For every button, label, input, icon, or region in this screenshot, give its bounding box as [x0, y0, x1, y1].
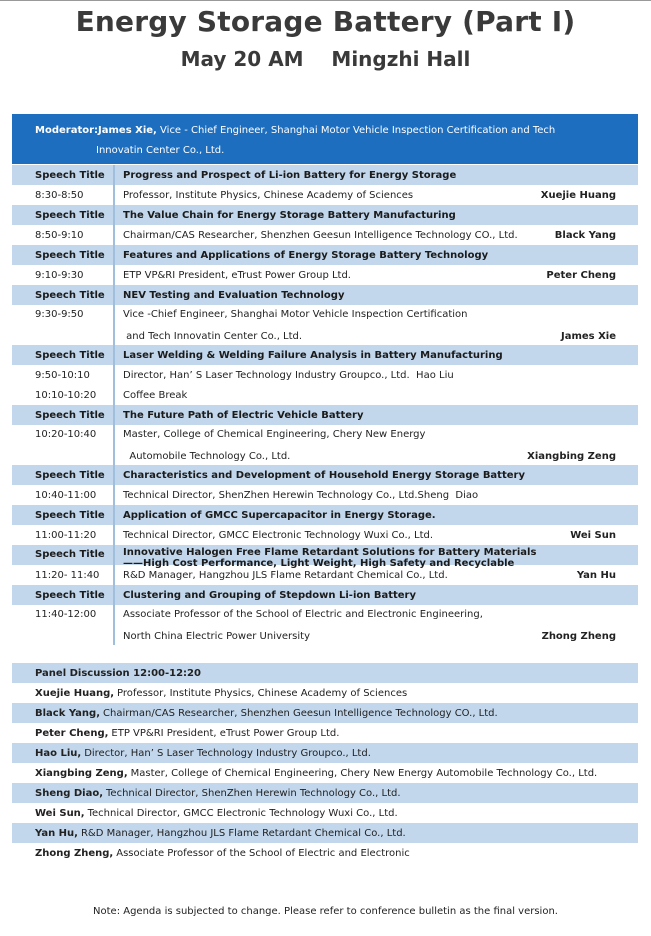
- speech-title-cell: [113, 405, 638, 425]
- time-slot: 10:10-10:20: [35, 389, 97, 401]
- top-border-line: [0, 0, 651, 1]
- panel-heading: Panel Discussion 12:00-12:20: [12, 663, 638, 683]
- time-slot: 11:20- 11:40: [35, 569, 100, 581]
- speech-info-row: [12, 365, 638, 385]
- speaker-name: Xiangbing Zeng: [527, 451, 616, 462]
- page-title: Energy Storage Battery (Part I): [75, 5, 576, 38]
- moderator-title: Vice - Chief Engineer, Shanghai Motor Vehicle Inspection Certification and Tech: [156, 125, 556, 136]
- speaker-name: James Xie: [560, 331, 616, 342]
- speech-title-text: NEV Testing and Evaluation Technology: [123, 289, 345, 301]
- time-slot: 9:50-10:10: [35, 369, 90, 381]
- panel-member-name: Wei Sun,: [35, 807, 85, 819]
- speaker-affiliation-continued: North China Electric Power University: [123, 631, 310, 642]
- speaker-cell: [113, 365, 638, 385]
- speech-info-row: [12, 385, 638, 405]
- speech-title-text: The Value Chain for Energy Storage Battery Manufacturing: [123, 209, 456, 221]
- speech-title-row: [12, 505, 638, 525]
- speech-info-row: [12, 525, 638, 545]
- panel-member-row: [12, 803, 638, 823]
- speech-subtitle-text: ——High Cost Performance, Light Weight, High Safety and Recyclable: [123, 558, 515, 569]
- moderator-name: James Xie,: [98, 125, 157, 136]
- speaker-name: Zhong Zheng: [541, 631, 616, 642]
- panel-member-name: Zhong Zheng,: [35, 847, 114, 859]
- speech-title-text: Laser Welding & Welding Failure Analysis in Battery Manufacturing: [123, 349, 503, 361]
- speech-title-cell: [113, 345, 638, 365]
- panel-member-row: [12, 763, 638, 783]
- panel-member-list: [12, 683, 638, 863]
- speech-title-row: [12, 285, 638, 305]
- speech-title-label: Speech Title: [35, 209, 105, 221]
- speech-title-text: Application of GMCC Supercapacitor in Energy Storage.: [123, 509, 436, 521]
- speech-title-label: Speech Title: [35, 169, 105, 181]
- moderator-banner: [12, 114, 638, 164]
- speaker-affiliation: Chairman/CAS Researcher, Shenzhen Geesun Intelligence Technology CO., Ltd.: [123, 229, 518, 241]
- panel-member-desc: Associate Professor of the School of Electric and Electronic: [116, 847, 410, 859]
- speaker-affiliation: Associate Professor of the School of Electric and Electronic Engineering,: [123, 609, 483, 620]
- speech-title-text: The Future Path of Electric Vehicle Battery: [123, 409, 364, 421]
- speaker-affiliation: Master, College of Chemical Engineering, Chery New Energy: [123, 429, 426, 440]
- panel-member-name: Yan Hu,: [35, 827, 78, 839]
- speaker-cell: [113, 525, 638, 545]
- speech-info-row: [12, 305, 638, 345]
- speech-info-row: [12, 265, 638, 285]
- time-slot: 8:50-9:10: [35, 229, 84, 241]
- speech-title-cell: [113, 585, 638, 605]
- speaker-affiliation: Vice -Chief Engineer, Shanghai Motor Vehicle Inspection Certification: [123, 309, 468, 320]
- speech-title-cell: [113, 205, 638, 225]
- speaker-cell: [113, 305, 638, 345]
- speaker-affiliation-continued: and Tech Innovatin Center Co., Ltd.: [123, 331, 303, 342]
- speaker-cell: [113, 605, 638, 645]
- speech-title-row: [12, 245, 638, 265]
- panel-member-name: Sheng Diao,: [35, 787, 104, 799]
- speech-title-row: [12, 545, 638, 569]
- panel-member-desc: ETP VP&RI President, eTrust Power Group Ltd.: [111, 727, 340, 739]
- speaker-affiliation: Coffee Break: [123, 389, 188, 401]
- time-slot: 9:30-9:50: [35, 309, 84, 320]
- speaker-affiliation: Professor, Institute Physics, Chinese Academy of Sciences: [123, 189, 414, 201]
- panel-member-row: [12, 683, 638, 703]
- session-subtitle: May 20 AM Mingzhi Hall: [180, 47, 471, 71]
- panel-member-name: Peter Cheng,: [35, 727, 109, 739]
- speaker-cell: [113, 385, 638, 405]
- time-slot: 9:10-9:30: [35, 269, 84, 281]
- speech-title-cell: [113, 505, 638, 525]
- speaker-cell: [113, 265, 638, 285]
- panel-member-name: Black Yang,: [35, 707, 101, 719]
- panel-member-name: Hao Liu,: [35, 747, 82, 759]
- speaker-affiliation-continued: Automobile Technology Co., Ltd.: [123, 451, 291, 462]
- speech-title-row: [12, 405, 638, 425]
- speaker-name: Xuejie Huang: [540, 189, 616, 201]
- moderator-line-1: [35, 121, 638, 141]
- speech-info-row: [12, 565, 638, 585]
- speaker-cell: [113, 225, 638, 245]
- time-slot: 10:20-10:40: [35, 429, 97, 440]
- panel-member-row: [12, 743, 638, 763]
- speech-title-label: Speech Title: [35, 409, 105, 421]
- panel-member-row: [12, 843, 638, 863]
- speaker-name: Peter Cheng: [546, 269, 616, 281]
- panel-member-desc: Professor, Institute Physics, Chinese Academy of Sciences: [117, 687, 408, 699]
- speech-info-row: [12, 225, 638, 245]
- time-slot: 11:40-12:00: [35, 609, 97, 620]
- panel-member-desc: Chairman/CAS Researcher, Shenzhen Geesun Intelligence Technology CO., Ltd.: [103, 707, 498, 719]
- panel-member-name: Xuejie Huang,: [35, 687, 115, 699]
- speaker-affiliation: ETP VP&RI President, eTrust Power Group Ltd.: [123, 269, 351, 281]
- panel-member-row: [12, 703, 638, 723]
- panel-member-row: [12, 723, 638, 743]
- speech-title-row: [12, 205, 638, 225]
- speech-info-row: [12, 425, 638, 465]
- speech-title-text: Features and Applications of Energy Storage Battery Technology: [123, 249, 489, 261]
- speech-title-row: [12, 585, 638, 605]
- panel-member-desc: Technical Director, GMCC Electronic Technology Wuxi Co., Ltd.: [87, 807, 398, 819]
- panel-member-desc: R&D Manager, Hangzhou JLS Flame Retardant Chemical Co., Ltd.: [80, 827, 406, 839]
- speech-title-cell: [113, 285, 638, 305]
- speaker-cell: [113, 185, 638, 205]
- speaker-affiliation-line-2: [123, 331, 638, 342]
- panel-member-desc: Director, Han’ S Laser Technology Industry Groupco., Ltd.: [84, 747, 371, 759]
- agenda-table: [12, 165, 638, 645]
- speech-title-text: Innovative Halogen Free Flame Retardant Solutions for Battery Materials: [123, 547, 537, 558]
- speaker-affiliation-line-2: [123, 631, 638, 642]
- speech-title-label: Speech Title: [35, 289, 105, 301]
- panel-member-row: [12, 783, 638, 803]
- speech-title-row: [12, 165, 638, 185]
- footer-note: Note: Agenda is subjected to change. Please refer to conference bulletin as the final version.: [93, 906, 558, 917]
- time-slot: 11:00-11:20: [35, 529, 97, 541]
- speech-info-row: [12, 605, 638, 645]
- speech-title-row: [12, 345, 638, 365]
- speaker-affiliation: R&D Manager, Hangzhou JLS Flame Retardant Chemical Co., Ltd.: [123, 569, 448, 581]
- speaker-name: Wei Sun: [570, 529, 616, 541]
- speaker-name: Yan Hu: [576, 569, 616, 581]
- moderator-label: Moderator:: [35, 125, 99, 136]
- speech-info-row: [12, 485, 638, 505]
- speech-title-text: Clustering and Grouping of Stepdown Li-ion Battery: [123, 589, 417, 601]
- panel-member-desc: Technical Director, ShenZhen Herewin Technology Co., Ltd.: [106, 787, 401, 799]
- panel-member-name: Xiangbing Zeng,: [35, 767, 128, 779]
- speaker-affiliation: Technical Director, ShenZhen Herewin Technology Co., Ltd.Sheng Diao: [123, 489, 479, 501]
- speech-title-row: [12, 465, 638, 485]
- speech-title-text: Progress and Prospect of Li-ion Battery for Energy Storage: [123, 169, 457, 181]
- speaker-affiliation-line-2: [123, 451, 638, 462]
- speech-title-label: Speech Title: [35, 249, 105, 261]
- speech-title-cell: [113, 245, 638, 265]
- speech-title-label: Speech Title: [35, 549, 105, 560]
- speech-title-text: Characteristics and Development of Household Energy Storage Battery: [123, 469, 525, 481]
- speaker-affiliation: Director, Han’ S Laser Technology Industry Groupco., Ltd. Hao Liu: [123, 369, 454, 381]
- speech-title-label: Speech Title: [35, 469, 105, 481]
- time-slot: 10:40-11:00: [35, 489, 97, 501]
- speech-title-label: Speech Title: [35, 509, 105, 521]
- speaker-cell: [113, 565, 638, 585]
- speaker-cell: [113, 425, 638, 465]
- panel-member-row: [12, 823, 638, 843]
- speech-info-row: [12, 185, 638, 205]
- speech-title-label: Speech Title: [35, 589, 105, 601]
- speaker-name: Black Yang: [554, 229, 616, 241]
- moderator-line-2: Innovatin Center Co., Ltd.: [96, 145, 225, 156]
- panel-discussion: [12, 663, 638, 863]
- speech-title-cell: [113, 465, 638, 485]
- speech-title-cell: [113, 545, 638, 569]
- time-slot: 8:30-8:50: [35, 189, 84, 201]
- speech-title-cell: [113, 165, 638, 185]
- panel-member-desc: Master, College of Chemical Engineering, Chery New Energy Automobile Technology Co., Ltd.: [130, 767, 598, 779]
- speaker-affiliation: Technical Director, GMCC Electronic Technology Wuxi Co., Ltd.: [123, 529, 434, 541]
- speech-title-label: Speech Title: [35, 349, 105, 361]
- speaker-cell: [113, 485, 638, 505]
